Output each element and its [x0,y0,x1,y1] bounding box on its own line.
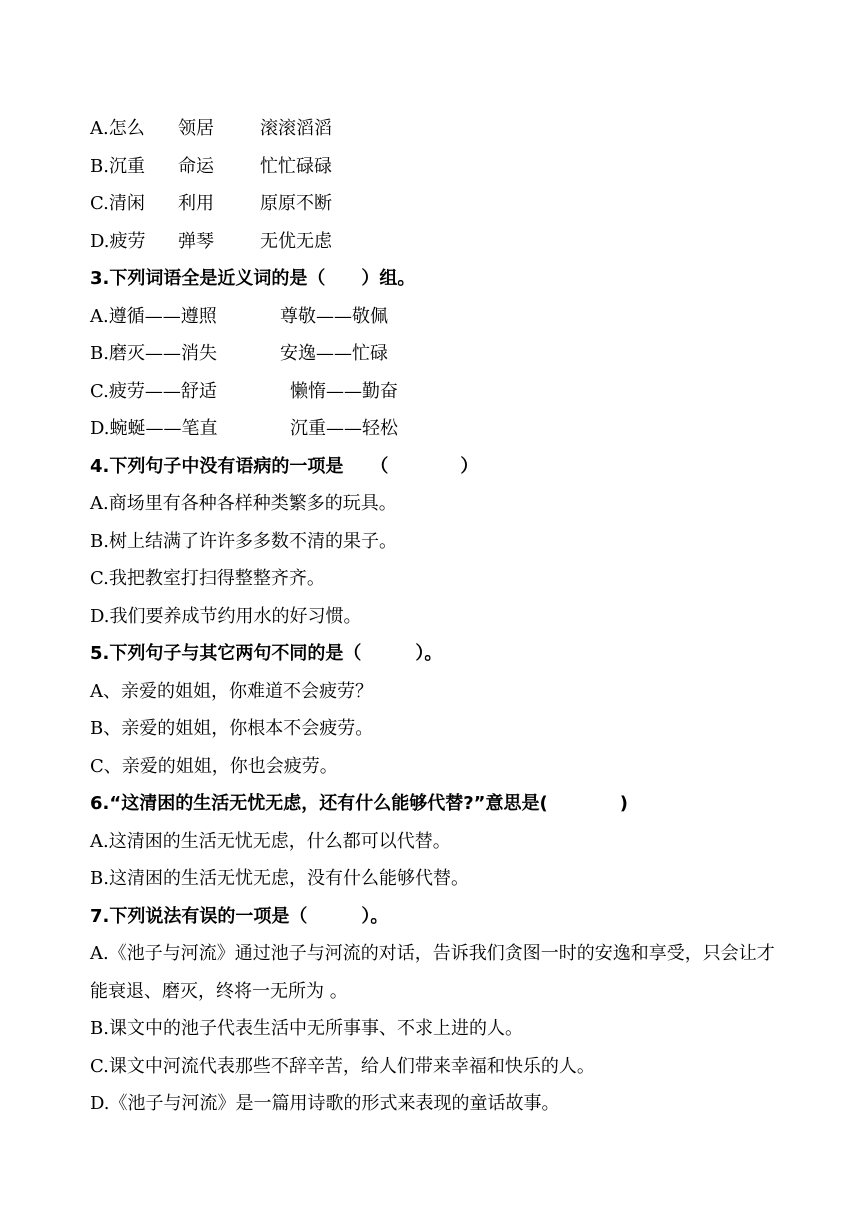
q4-option-b: B.树上结满了许许多多数不清的果子。 [90,530,397,552]
q7-option-a: A.《池子与河流》通过池子与河流的对话，告诉我们贪图一时的安逸和享受，只会让才能衰退、磨灭，终将一无所为 。 [90,943,775,1002]
q4-title: 4.下列句子中没有语病的一项是 （ ） [90,455,479,477]
q3-option-a: A.遵循——遵照 尊敬——敬佩 [90,305,388,327]
q5-option-c: C、亲爱的姐姐，你也会疲劳。 [90,755,338,777]
q4-option-a: A.商场里有各种各样种类繁多的玩具。 [90,493,397,514]
q2-option-c: C.清闲 利用 原原不断 [90,193,332,214]
q7-title: 7.下列说法有误的一项是（ ）。 [90,905,389,927]
q7-option-b: B.课文中的池子代表生活中无所事事、不求上进的人。 [90,1018,523,1039]
q5-option-a: A、亲爱的姐姐，你难道不会疲劳？ [90,680,373,702]
question-list [90,110,780,1123]
q4-option-d: D.我们要养成节约用水的好习惯。 [90,605,362,627]
q2-option-b: B.沉重 命运 忙忙碌碌 [90,155,332,177]
q3-option-d: D.蜿蜒——笔直 沉重——轻松 [90,418,398,439]
q5-option-b: B、亲爱的姐姐，你根本不会疲劳。 [90,718,374,739]
q3-option-b: B.磨灭——消失 安逸——忙碌 [90,343,388,364]
q3-option-c: C.疲劳——舒适 懒惰——勤奋 [90,380,398,402]
q7-option-c: C.课文中河流代表那些不辞辛苦，给人们带来幸福和快乐的人。 [90,1055,595,1077]
q6-title: 6.“这清困的生活无忧无虑，还有什么能够代替?”意思是( ) [90,793,628,814]
q2-option-a: A.怎么 领居 滚滚滔滔 [90,118,332,139]
q6-option-b: B.这清困的生活无忧无虑，没有什么能够代替。 [90,868,469,889]
q3-title: 3.下列词语全是近义词的是（ ）组。 [90,268,416,289]
q4-option-c: C.我把教室打扫得整整齐齐。 [90,568,325,589]
q6-option-a: A.这清困的生活无忧无虑，什么都可以代替。 [90,830,451,852]
q2-option-d: D.疲劳 弹琴 无优无虑 [90,230,332,252]
q5-title: 5.下列句子与其它两句不同的是（ ）。 [90,643,443,664]
q7-option-d: D.《池子与河流》是一篇用诗歌的形式来表现的童话故事。 [90,1093,560,1114]
